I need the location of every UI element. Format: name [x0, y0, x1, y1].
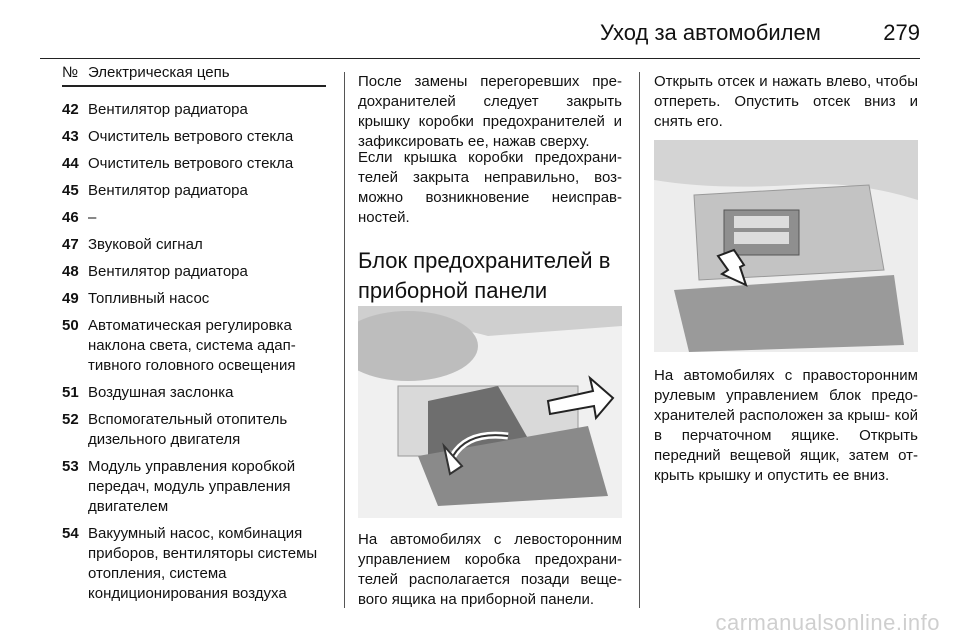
watermark: carmanualsonline.info	[715, 610, 940, 635]
figure-left-hand-drive	[358, 306, 622, 518]
fuse-box-lhd-illustration	[358, 306, 622, 518]
col-circuit-label: Электрическая цепь	[88, 64, 230, 81]
page-header-title: Уход за автомобилем	[600, 20, 821, 45]
table-row: 53 Модуль управления коробкой передач, модуль управления двигателем	[62, 458, 296, 515]
col3-paragraph: Открыть отсек и нажать влево, чтобы отпереть. Опустить отсек вниз и снять его.	[654, 73, 918, 130]
glovebox-rhd-illustration	[654, 140, 918, 352]
table-row: 54 Вакуумный насос, комбинация приборов, вентиляторы системы отопления, система кондиционирования воздуха	[62, 525, 318, 602]
column-divider-1	[344, 72, 345, 608]
figure-caption-right: На автомобилях с правосторонним рулевым управлением блок предо- хранителей расположен за крыш- кой в перчаточном ящике. Открыть передний вещевой ящик, затем от- крыть крышку и опустить ее вниз.	[654, 367, 918, 484]
table-row: 50 Автоматическая регулировка наклона света, система адап- тивного головного освещения	[62, 317, 296, 374]
section-heading: Блок предохранителей в приборной панели	[358, 248, 611, 303]
table-row: 52 Вспомогательный отопитель дизельного двигателя	[62, 411, 288, 448]
col-no-label: №	[62, 64, 79, 81]
table-row: 48 Вентилятор радиатора	[62, 263, 248, 280]
table-row: 42 Вентилятор радиатора	[62, 101, 248, 118]
table-row: 49 Топливный насос	[62, 290, 210, 307]
table-row: 46 –	[62, 209, 97, 226]
table-row: 44 Очиститель ветрового стекла	[62, 155, 294, 172]
page-number: 279	[883, 20, 920, 45]
table-row: 43 Очиститель ветрового стекла	[62, 128, 294, 145]
figure-caption-left: На автомобилях с левосторонним управлением коробка предохрани- телей располагается позади веще- вого ящика на приборной панели.	[358, 531, 622, 608]
column-divider-2	[639, 72, 640, 608]
table-row: 45 Вентилятор радиатора	[62, 182, 248, 199]
col2-paragraph-1: После замены перегоревших пре- дохранителей следует закрыть крышку коробки предохранителей и зафиксировать ее, нажав сверху.	[358, 73, 622, 150]
table-row: 51 Воздушная заслонка	[62, 384, 234, 401]
fuse-table-rows	[62, 100, 332, 611]
col2-paragraph-2: Если крышка коробки предохрани- телей закрыта неправильно, воз- можно возникновение неисправ- ностей.	[358, 149, 622, 226]
header-rule	[40, 58, 920, 59]
table-row: 47 Звуковой сигнал	[62, 236, 203, 253]
fuse-table-header	[62, 64, 326, 87]
figure-right-hand-drive	[654, 140, 918, 352]
